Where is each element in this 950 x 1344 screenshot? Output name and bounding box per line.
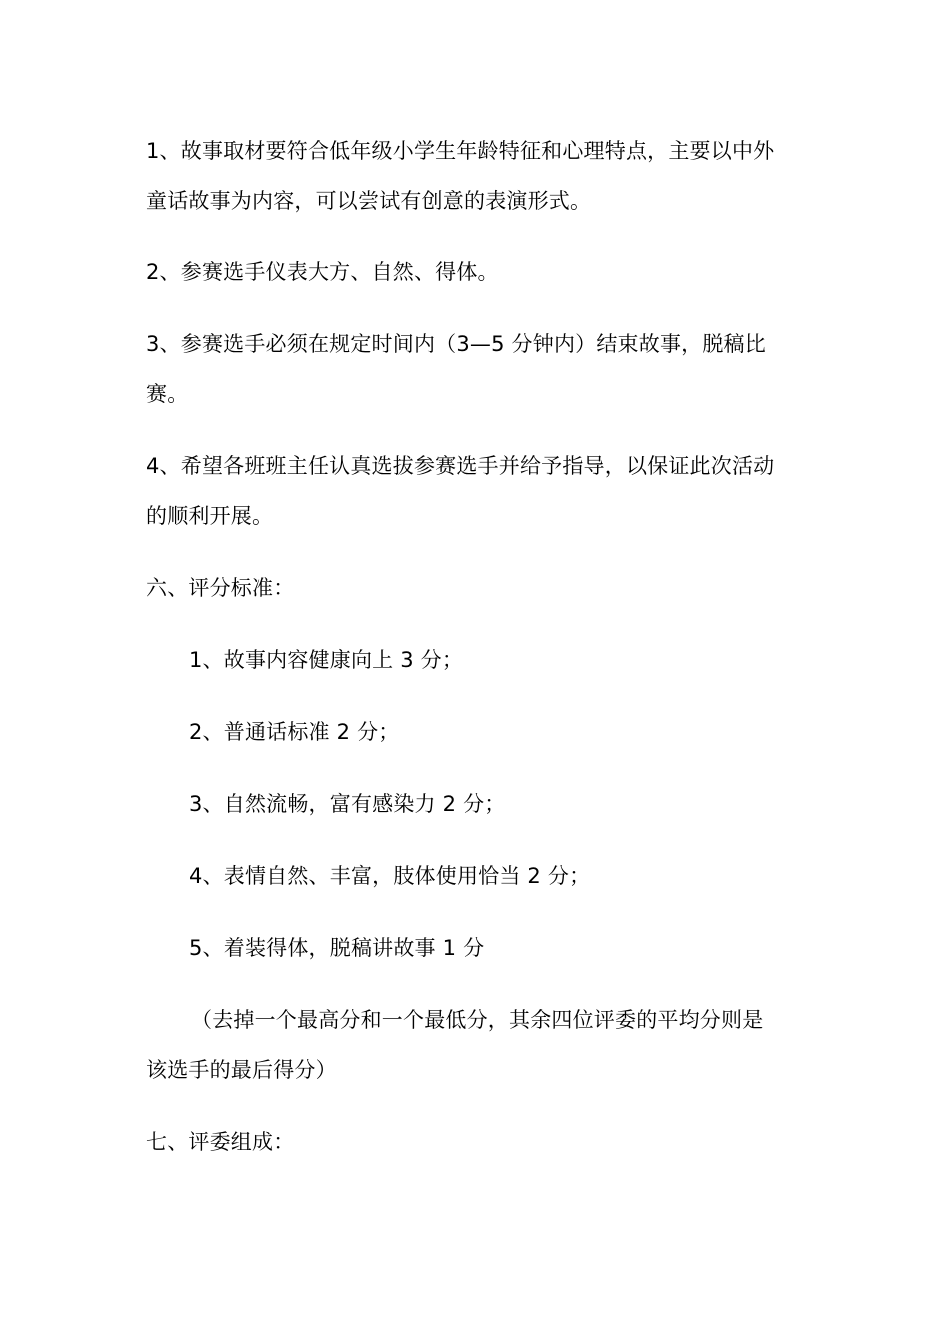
scoring-heading: 六、评分标准：: [146, 576, 295, 600]
requirement-4-line-1: 4、希望各班班主任认真选拔参赛选手并给予指导，以保证此次活动: [146, 454, 775, 478]
judges-heading: 七、评委组成：: [146, 1130, 295, 1154]
scoring-item-2: 2、普通话标准 2 分；: [189, 720, 400, 744]
scoring-item-3: 3、自然流畅，富有感染力 2 分；: [189, 792, 506, 816]
requirement-1-line-1: 1、故事取材要符合低年级小学生年龄特征和心理特点，主要以中外: [146, 139, 775, 163]
scoring-item-5: 5、着装得体，脱稿讲故事 1 分: [189, 936, 485, 960]
scoring-note-line-1: （去掉一个最高分和一个最低分，其余四位评委的平均分则是: [191, 1008, 764, 1032]
requirement-3-line-1: 3、参赛选手必须在规定时间内（3—5 分钟内）结束故事，脱稿比: [146, 332, 766, 356]
scoring-item-4: 4、表情自然、丰富，肢体使用恰当 2 分；: [189, 864, 591, 888]
requirement-2-line-1: 2、参赛选手仪表大方、自然、得体。: [146, 260, 499, 284]
scoring-item-1: 1、故事内容健康向上 3 分；: [189, 648, 464, 672]
requirement-3-line-2: 赛。: [146, 382, 189, 406]
requirement-4-line-2: 的顺利开展。: [146, 504, 274, 528]
scoring-note-line-2: 该选手的最后得分）: [146, 1058, 337, 1082]
requirement-1-line-2: 童话故事为内容，可以尝试有创意的表演形式。: [146, 189, 592, 213]
